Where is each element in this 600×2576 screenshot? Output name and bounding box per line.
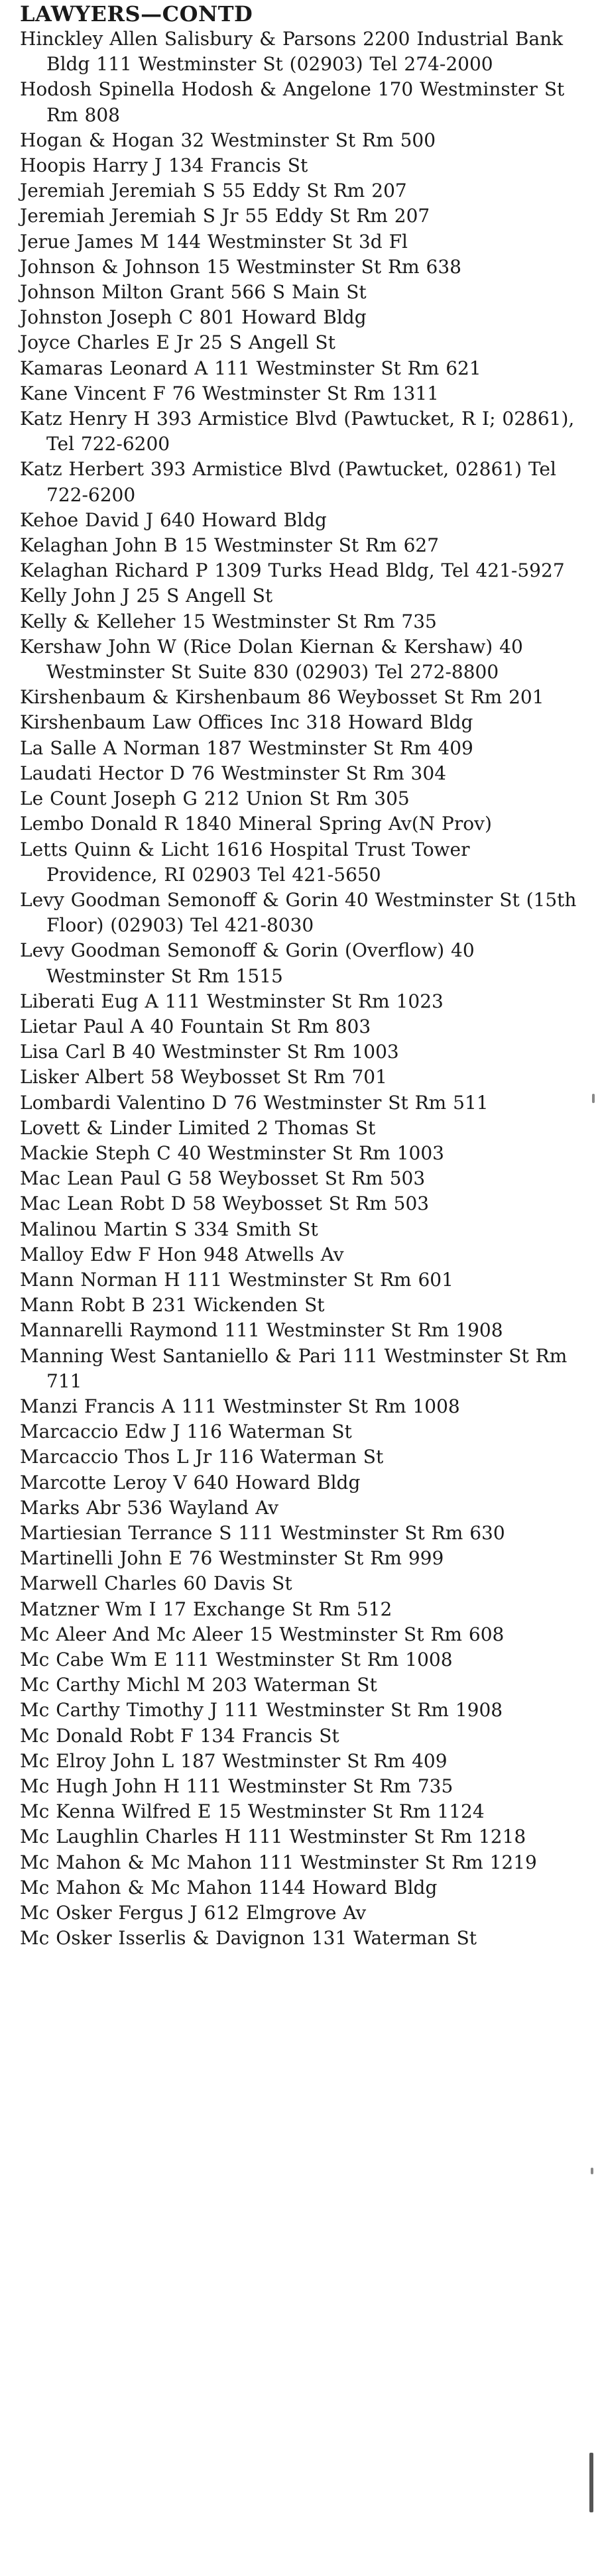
directory-entry: Marcaccio Thos L Jr 116 Waterman St: [20, 1446, 384, 1468]
scan-edge-marks: [580, 1094, 600, 2552]
directory-entry: Lietar Paul A 40 Fountain St Rm 803: [20, 1015, 371, 1037]
directory-entry: Matzner Wm I 17 Exchange St Rm 512: [20, 1598, 392, 1620]
scan-mark: [592, 1094, 595, 1103]
directory-entry: Jerue James M 144 Westminster St 3d Fl: [20, 230, 408, 253]
directory-entry: Kelly John J 25 S Angell St: [20, 585, 273, 607]
directory-entry: Jeremiah Jeremiah S 55 Eddy St Rm 207: [20, 180, 407, 202]
directory-entry: Mc Osker Fergus J 612 Elmgrove Av: [20, 1902, 367, 1924]
directory-entry: Lovett & Linder Limited 2 Thomas St: [20, 1116, 376, 1139]
directory-entry: Mc Aleer And Mc Aleer 15 Westminster St Rm 608: [20, 1623, 505, 1645]
section-header: LAWYERS—CONTD: [20, 1, 253, 27]
directory-entry: Kamaras Leonard A 111 Westminster St Rm 621: [20, 357, 481, 379]
directory-entry: Jeremiah Jeremiah S Jr 55 Eddy St Rm 207: [20, 205, 430, 227]
directory-entry: Lombardi Valentino D 76 Westminster St Rm 511: [20, 1091, 489, 1114]
directory-entry: Kershaw John W (Rice Dolan Kiernan & Kershaw) 40 Westminster St Suite 830 (02903) Tel 272-8800: [20, 635, 523, 683]
directory-entry: Marks Abr 536 Wayland Av: [20, 1496, 279, 1519]
directory-entry: Johnson Milton Grant 566 S Main St: [20, 281, 367, 304]
directory-entry: Mac Lean Paul G 58 Weybosset St Rm 503: [20, 1167, 426, 1190]
directory-entry: Martinelli John E 76 Westminster St Rm 999: [20, 1547, 444, 1570]
directory-entry: Kirshenbaum & Kirshenbaum 86 Weybosset St Rm 201: [20, 686, 544, 709]
directory-entry: Le Count Joseph G 212 Union St Rm 305: [20, 788, 410, 810]
directory-entry: Mc Donald Robt F 134 Francis St: [20, 1724, 339, 1747]
directory-entry: Mc Carthy Timothy J 111 Westminster St Rm 1908: [20, 1699, 503, 1722]
directory-entry: Manning West Santaniello & Pari 111 Westminster St Rm 711: [20, 1344, 568, 1392]
directory-entry: Mac Lean Robt D 58 Weybosset St Rm 503: [20, 1193, 430, 1215]
directory-entry: Katz Herbert 393 Armistice Blvd (Pawtucket, 02861) Tel 722-6200: [20, 458, 556, 506]
directory-entry: Mannarelli Raymond 111 Westminster St Rm 1908: [20, 1319, 503, 1342]
directory-entry: Marcotte Leroy V 640 Howard Bldg: [20, 1471, 361, 1493]
directory-entry: Hodosh Spinella Hodosh & Angelone 170 Westminster St Rm 808: [20, 78, 565, 126]
directory-entry: Joyce Charles E Jr 25 S Angell St: [20, 331, 335, 354]
scan-mark: [591, 2168, 593, 2174]
directory-entry: Kelaghan Richard P 1309 Turks Head Bldg, Tel 421-5927: [20, 559, 565, 582]
directory-entry: Levy Goodman Semonoff & Gorin 40 Westminster St (15th Floor) (02903) Tel 421-8030: [20, 888, 577, 937]
directory-entry: Mc Mahon & Mc Mahon 111 Westminster St Rm 1219: [20, 1851, 537, 1873]
directory-entry: Malloy Edw F Hon 948 Atwells Av: [20, 1243, 344, 1265]
directory-entry: Kelly & Kelleher 15 Westminster St Rm 735: [20, 610, 437, 632]
directory-entry: Hogan & Hogan 32 Westminster St Rm 500: [20, 129, 436, 151]
directory-entry: Malinou Martin S 334 Smith St: [20, 1218, 318, 1240]
directory-entry: Kehoe David J 640 Howard Bldg: [20, 508, 327, 531]
directory-entry: Mc Mahon & Mc Mahon 1144 Howard Bldg: [20, 1876, 438, 1899]
directory-entry: Kelaghan John B 15 Westminster St Rm 627: [20, 534, 440, 557]
directory-entry: Laudati Hector D 76 Westminster St Rm 304: [20, 762, 447, 784]
directory-entry: Mackie Steph C 40 Westminster St Rm 1003: [20, 1142, 444, 1164]
directory-entry: Lembo Donald R 1840 Mineral Spring Av(N Prov): [20, 813, 492, 835]
directory-entry: Levy Goodman Semonoff & Gorin (Overflow) 40 Westminster St Rm 1515: [20, 939, 475, 987]
directory-entry: Mann Robt B 231 Wickenden St: [20, 1294, 325, 1317]
directory-entry: Mc Cabe Wm E 111 Westminster St Rm 1008: [20, 1649, 453, 1670]
directory-entry: Letts Quinn & Licht 1616 Hospital Trust Tower Providence, RI 02903 Tel 421-5650: [20, 838, 470, 886]
directory-entry: Johnson & Johnson 15 Westminster St Rm 638: [20, 255, 461, 278]
directory-entry: Katz Henry H 393 Armistice Blvd (Pawtucket, R I; 02861), Tel 722-6200: [20, 408, 575, 455]
directory-entry: Mc Carthy Michl M 203 Waterman St: [20, 1674, 377, 1696]
scan-mark: [589, 2453, 593, 2512]
directory-entry: Mc Elroy John L 187 Westminster St Rm 409: [20, 1749, 448, 1772]
directory-entry: Marcaccio Edw J 116 Waterman St: [20, 1421, 352, 1443]
directory-entry: Lisa Carl B 40 Westminster St Rm 1003: [20, 1041, 399, 1063]
directory-entry: Mc Hugh John H 111 Westminster St Rm 735: [20, 1775, 453, 1798]
directory-entry: Lisker Albert 58 Weybosset St Rm 701: [20, 1066, 387, 1088]
directory-entry: Mann Norman H 111 Westminster St Rm 601: [20, 1268, 453, 1291]
directory-entry: Hinckley Allen Salisbury & Parsons 2200 Industrial Bank Bldg 111 Westminster St (02903) Tel 274-2000: [20, 28, 564, 76]
directory-entry: Mc Kenna Wilfred E 15 Westminster St Rm 1124: [20, 1800, 485, 1823]
directory-entry: Marwell Charles 60 Davis St: [20, 1572, 292, 1595]
lawyer-listing: [20, 27, 580, 1951]
directory-entry: Johnston Joseph C 801 Howard Bldg: [20, 306, 367, 329]
directory-entry: Hoopis Harry J 134 Francis St: [20, 154, 308, 177]
directory-entry: Kane Vincent F 76 Westminster St Rm 1311: [20, 382, 439, 404]
directory-entry: Martiesian Terrance S 111 Westminster St Rm 630: [20, 1521, 505, 1544]
directory-entry: La Salle A Norman 187 Westminster St Rm 409: [20, 736, 473, 759]
directory-entry: Manzi Francis A 111 Westminster St Rm 1008: [20, 1395, 460, 1417]
directory-entry: Kirshenbaum Law Offices Inc 318 Howard Bldg: [20, 711, 473, 734]
directory-entry: Mc Osker Isserlis & Davignon 131 Waterman St: [20, 1927, 477, 1950]
directory-entry: Mc Laughlin Charles H 111 Westminster St Rm 1218: [20, 1826, 526, 1848]
directory-entry: Liberati Eug A 111 Westminster St Rm 1023: [20, 990, 444, 1012]
